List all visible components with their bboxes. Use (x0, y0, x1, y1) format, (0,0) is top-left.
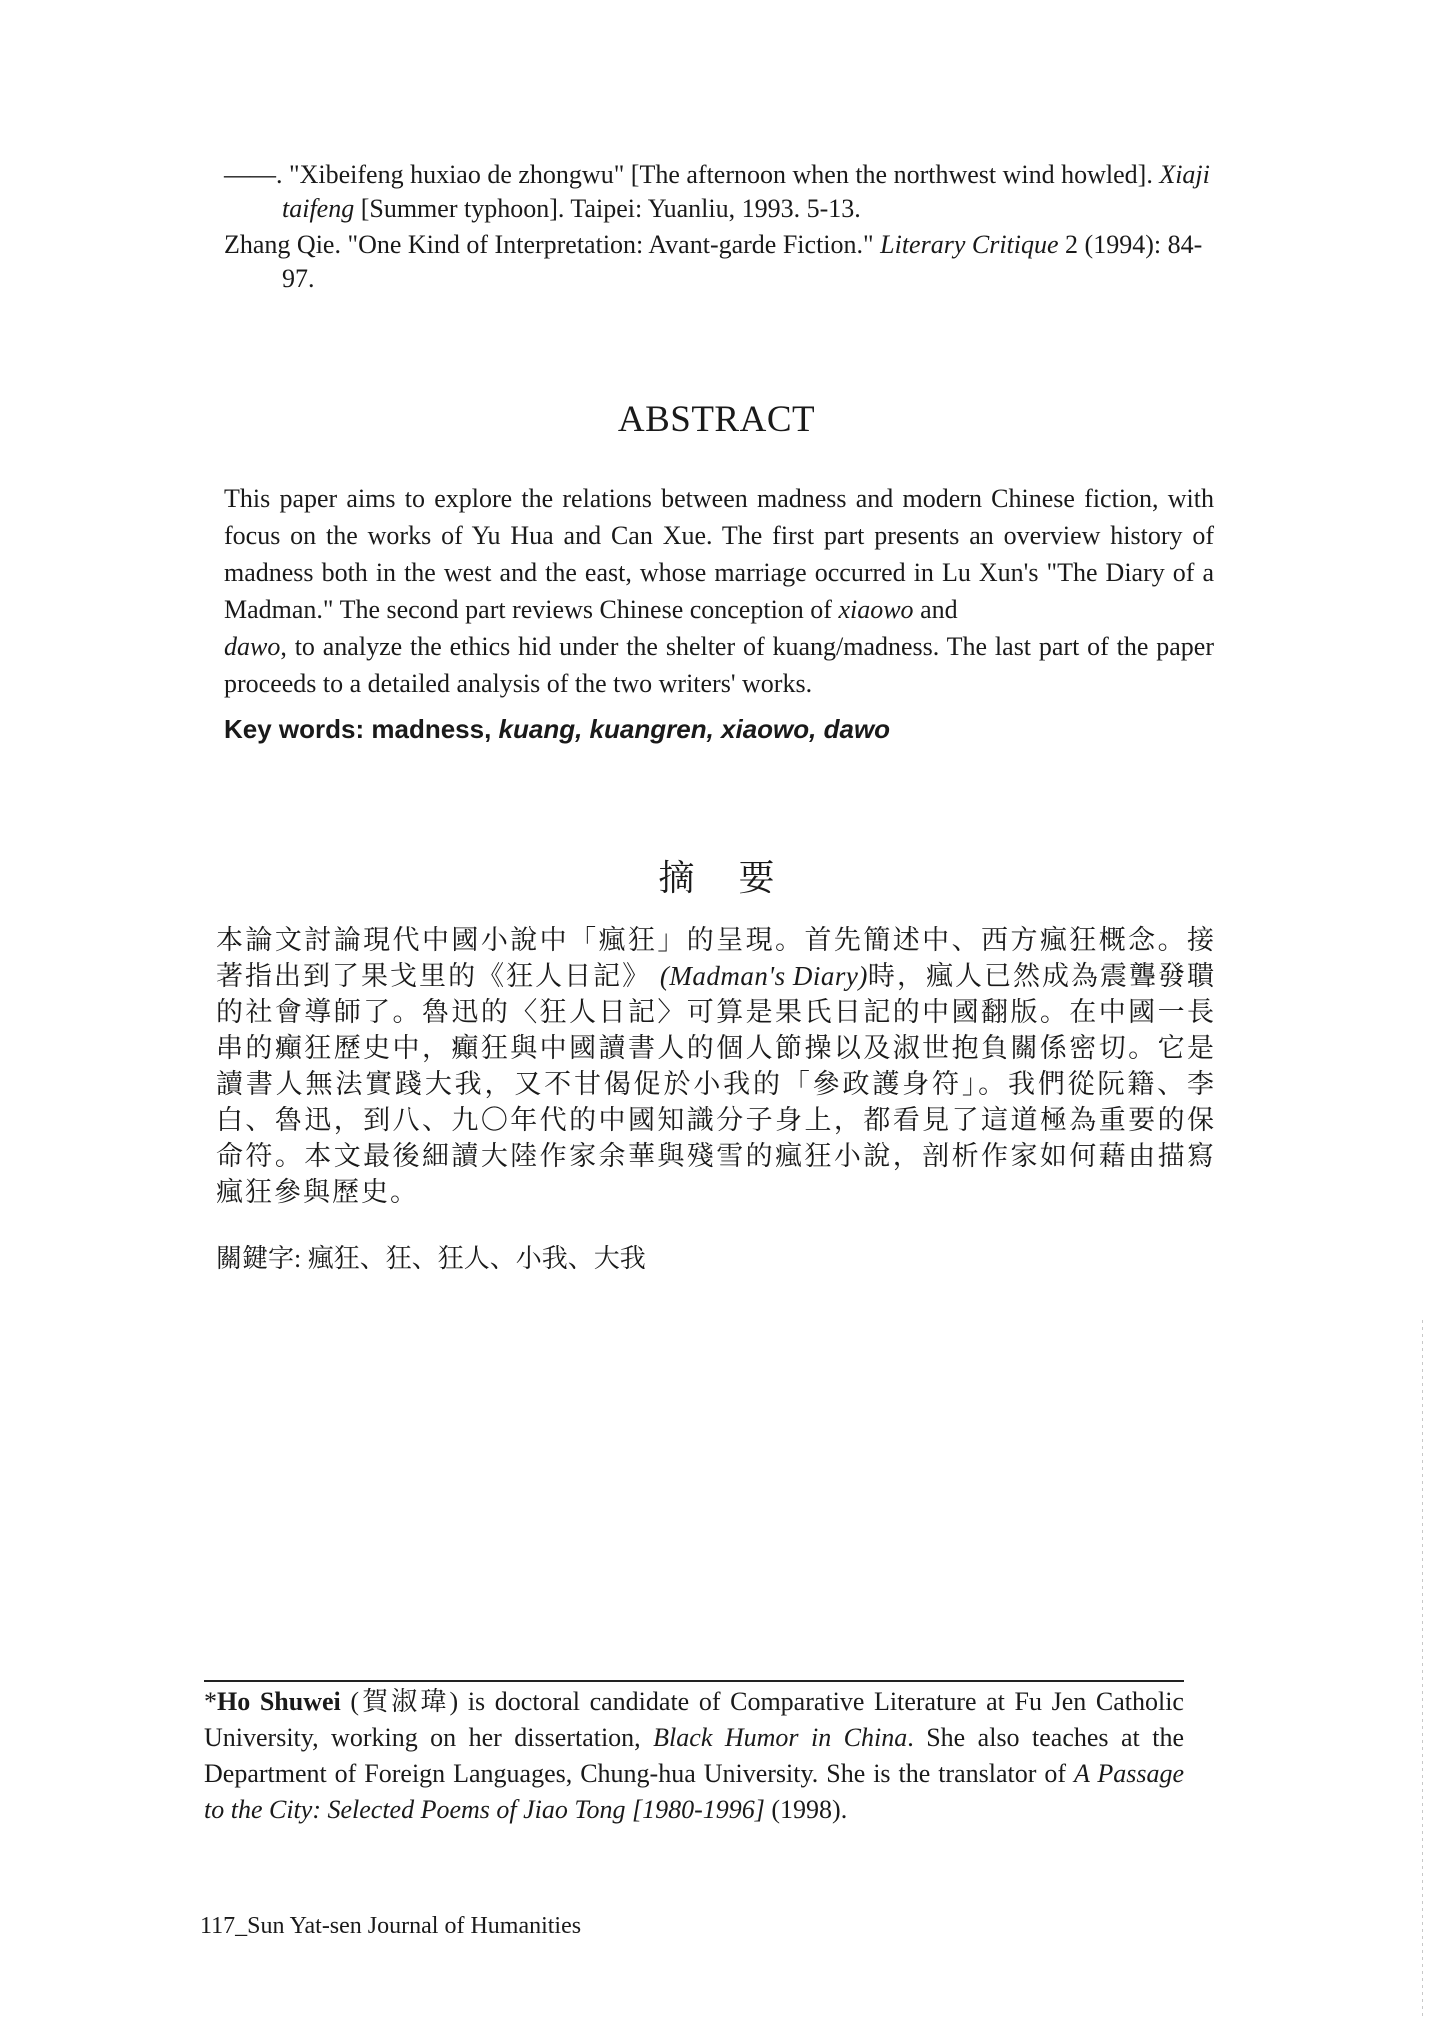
reference-details: 2 (1994): 84-97. (282, 230, 1203, 293)
abstract-text-part: and (920, 595, 958, 624)
references-list (224, 158, 1214, 298)
reference-author: Zhang Qie. (224, 230, 341, 259)
reference-entry (224, 158, 1214, 226)
author-footnote (204, 1684, 1184, 1828)
author-name-chinese: (賀淑瑋) (350, 1687, 459, 1716)
footnote-text-part: is doctoral candidate of Comparative Literature at Fu Jen Catholic University, working on her dissertation, (204, 1687, 1184, 1752)
book-title: A Passage to the City: Selected Poems of Jiao Tong (204, 1759, 1185, 1824)
scan-edge-artifact (1422, 1320, 1423, 2020)
abstract-text-part: , to analyze the ethics hid under the shelter of kuang/madness. The last part of the paper proceeds to a detailed analysis of the two writers' works. (224, 632, 1214, 698)
keywords-label: Key words: madness, (224, 714, 492, 744)
abstract-heading: ABSTRACT (617, 399, 816, 440)
abstract-text-part: This paper aims to explore the relations between madness and modern Chinese fiction, with focus on the works of Yu Hua and Can Xue. The first part presents an overview history of madness both in the west and the east, whose marriage occurred in Lu Xun's "The Diary of a Madman." The second part reviews Chinese conception of (224, 484, 1214, 624)
abstract-text (224, 480, 1214, 702)
chinese-abstract-part: 時，瘋人已然成為震聾發聵的社會導師了。魯迅的〈狂人日記〉可算是果氏日記的中國翻版。在中國一長串的癲狂歷史中，癲狂與中國讀書人的個人節操以及淑世抱負關係密切。它是讀書人無法實踐大我，又不甘偈促於小我的「參政護身符」。我們從阮籍、李白、魯迅，到八、九〇年代的中國知識分子身上，都看見了這道極為重要的保命符。本文最後細讀大陸作家余華與殘雪的瘋狂小說，剖析作家如何藉由描寫瘋狂參與歷史。 (216, 961, 1217, 1207)
footnote-text-part: (1998). (771, 1795, 848, 1824)
reference-source: Literary Critique (880, 230, 1059, 259)
footnote-text-part: . She also teaches at the Department of Foreign Languages, Chung-hua University. She is the translator of (204, 1723, 1184, 1788)
reference-entry (224, 228, 1214, 296)
keywords-chinese: 關鍵字: 瘋狂、狂、狂人、小我、大我 (216, 1244, 646, 1273)
reference-source: Xiaji taifeng (282, 160, 1210, 223)
reference-title: "Xibeifeng huxiao de zhongwu" [The afternoon when the northwest wind howled]. (289, 160, 1153, 189)
chinese-abstract-heading: 摘要 (658, 858, 819, 898)
chinese-abstract-text (216, 922, 1216, 1210)
abstract-term: xiaowo (838, 595, 914, 624)
keywords-terms: kuang, kuangren, xiaowo, dawo (498, 714, 891, 744)
reference-details: [Summer typhoon]. Taipei: Yuanliu, 1993. 5-13. (360, 194, 861, 223)
reference-title: "One Kind of Interpretation: Avant-garde Fiction." (347, 230, 874, 259)
book-years: [1980-1996] (631, 1795, 765, 1824)
chinese-abstract-english-title: (Madman's Diary) (659, 961, 868, 991)
author-name: Ho Shuwei (217, 1687, 341, 1716)
keywords-english (224, 714, 890, 745)
footnote-divider (204, 1680, 1184, 1682)
chinese-abstract-part: 本論文討論現代中國小說中「瘋狂」的呈現。首先簡述中、西方瘋狂概念。接著指出到了果戈里的《狂人日記》 (216, 925, 1216, 991)
reference-author: ——. (224, 160, 283, 189)
page-footer: 117_Sun Yat-sen Journal of Humanities (200, 1913, 582, 1939)
abstract-term: dawo (224, 632, 281, 661)
dissertation-title: Black Humor in China (653, 1723, 908, 1752)
footnote-marker: * (204, 1687, 217, 1716)
